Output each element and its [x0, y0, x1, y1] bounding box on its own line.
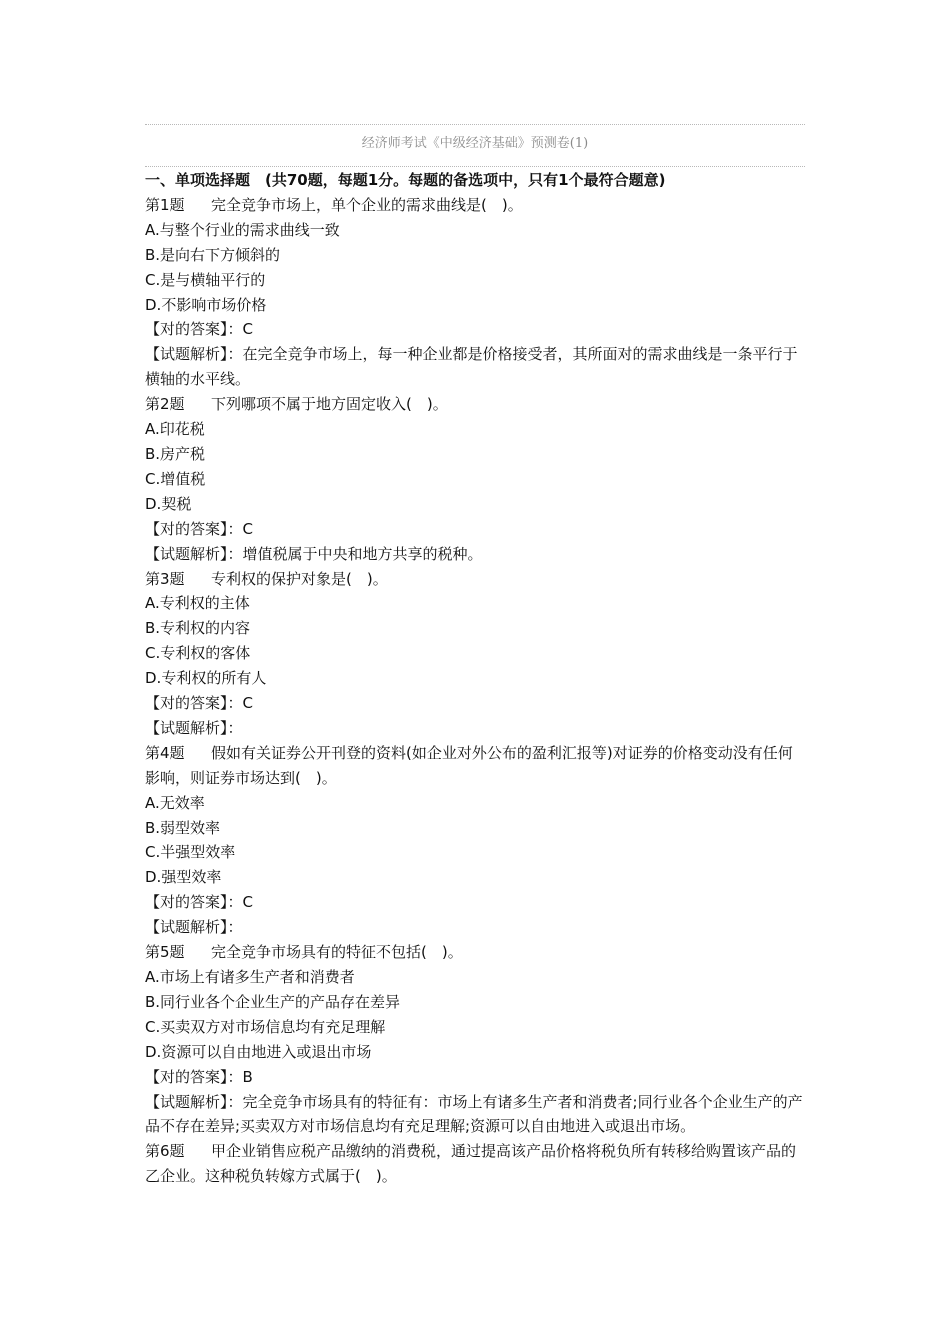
option-c: C.增值税 [145, 469, 206, 488]
option-c: C.半强型效率 [145, 843, 236, 862]
section-heading: 一、单项选择题 (共70题，每题1分。每题的备选项中，只有1个最符合题意) [145, 171, 666, 189]
option-d: D.强型效率 [145, 868, 222, 887]
answer-value: C [242, 694, 253, 713]
analysis-line [145, 716, 805, 741]
option-d: D.不影响市场价格 [145, 295, 267, 314]
answer-label: 【对的答案】： [145, 320, 243, 339]
question-number: 第1题 [145, 195, 185, 214]
option-c: C.是与横轴平行的 [145, 270, 266, 289]
analysis-line [145, 542, 805, 567]
option-b: B.弱型效率 [145, 818, 221, 837]
question-number: 第5题 [145, 943, 185, 962]
question-stem [145, 392, 805, 417]
answer-line [145, 1065, 805, 1090]
header-rule-top [145, 124, 805, 125]
answer-label: 【对的答案】： [145, 694, 243, 713]
answer-label: 【对的答案】： [145, 1067, 243, 1086]
option-d: D.专利权的所有人 [145, 669, 267, 688]
option-b: B.是向右下方倾斜的 [145, 245, 281, 264]
analysis-label: 【试题解析】： [145, 718, 243, 737]
option-b: B.专利权的内容 [145, 619, 251, 638]
answer-value: C [242, 893, 253, 912]
answer-value: B [242, 1067, 253, 1086]
option-c: C.专利权的客体 [145, 644, 251, 663]
question-text: 专利权的保护对象是( )。 [211, 569, 388, 588]
option-c: C.买卖双方对市场信息均有充足理解 [145, 1017, 386, 1036]
option-a: A.无效率 [145, 793, 205, 812]
option-b: B.房产税 [145, 444, 206, 463]
question-text: 完全竞争市场上，单个企业的需求曲线是( )。 [211, 195, 523, 214]
question-number: 第6题 [145, 1142, 185, 1161]
header-rule-bottom [145, 166, 805, 167]
option-a: A.与整个行业的需求曲线一致 [145, 220, 340, 239]
answer-value: C [242, 519, 253, 538]
question-stem [145, 741, 805, 791]
analysis-label: 【试题解析】： [145, 345, 243, 364]
question-text: 假如有关证券公开刊登的资料(如企业对外公布的盈利汇报等)对证券的价格变动没有任何影响，则证券市场达到( )。 [145, 743, 793, 787]
answer-line [145, 517, 805, 542]
analysis-line [145, 342, 805, 392]
option-a: A.市场上有诸多生产者和消费者 [145, 968, 355, 986]
question-stem [145, 1139, 805, 1189]
question-stem [145, 567, 805, 592]
option-a: A.专利权的主体 [145, 594, 250, 613]
question-text: 完全竞争市场具有的特征不包括( )。 [211, 943, 463, 962]
analysis-label: 【试题解析】： [145, 1092, 243, 1111]
answer-line [145, 890, 805, 915]
analysis-label: 【试题解析】： [145, 544, 243, 563]
question-number: 第3题 [145, 569, 185, 588]
question-text: 甲企业销售应税产品缴纳的消费税，通过提高该产品价格将税负所有转移给购置该产品的乙企业。这种税负转嫁方式属于( )。 [145, 1142, 797, 1186]
option-a: A.印花税 [145, 420, 205, 439]
question-number: 第2题 [145, 395, 185, 414]
analysis-text: 完全竞争市场具有的特征有：市场上有诸多生产者和消费者;同行业各个企业生产的产品不存在差异;买卖双方对市场信息均有充足理解;资源可以自由地进入或退出市场。 [145, 1092, 803, 1136]
answer-line [145, 317, 805, 342]
answer-label: 【对的答案】： [145, 893, 243, 912]
question-number: 第4题 [145, 743, 185, 762]
option-d: D.资源可以自由地进入或退出市场 [145, 1042, 372, 1061]
option-b: B.同行业各个企业生产的产品存在差异 [145, 992, 401, 1011]
analysis-text: 在完全竞争市场上，每一种企业都是价格接受者，其所面对的需求曲线是一条平行于横轴的水平线。 [145, 345, 798, 389]
analysis-line [145, 1090, 805, 1140]
question-stem [145, 940, 805, 965]
analysis-label: 【试题解析】： [145, 918, 243, 937]
document-content [145, 168, 805, 1189]
question-text: 下列哪项不属于地方固定收入( )。 [211, 395, 448, 414]
analysis-line [145, 915, 805, 940]
question-stem [145, 193, 805, 218]
answer-label: 【对的答案】： [145, 519, 243, 538]
option-d: D.契税 [145, 494, 192, 513]
document-title: 经济师考试《中级经济基础》预测卷(1) [361, 136, 589, 151]
answer-value: C [242, 320, 253, 339]
analysis-text: 增值税属于中央和地方共享的税种。 [242, 544, 483, 563]
answer-line [145, 691, 805, 716]
